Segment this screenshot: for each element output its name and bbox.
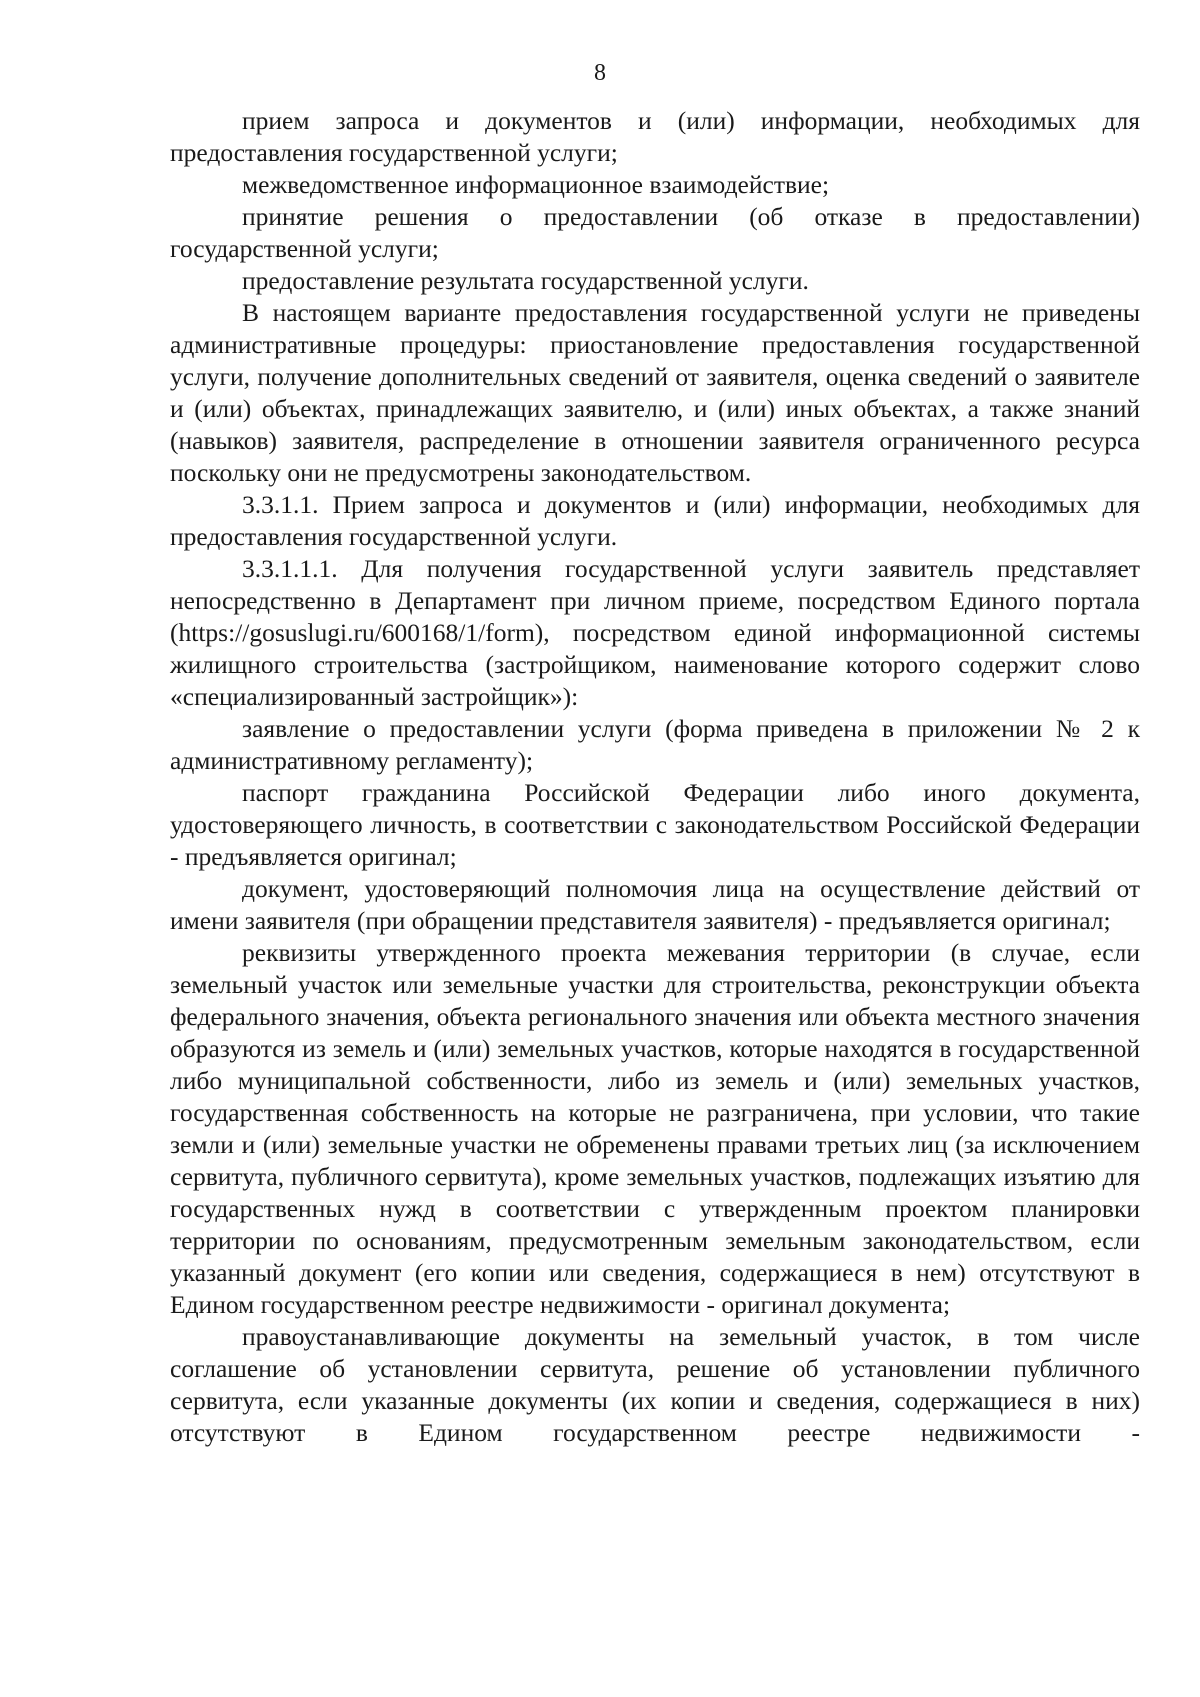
paragraph-excluded-procedures: В настоящем варианте предоставления государственной услуги не приведены административные процедуры: приостановление предоставления государственной услуги, получение дополнительных сведений от заявителя, оценка сведений о заявителе и (или) объектах, принадлежащих заявителю, и (или) иных объектах, а также знаний (навыков) заявителя, распределение в отношении заявителя ограниченного ресурса поскольку они не предусмотрены законодательством. <box>170 298 1140 487</box>
paragraph-procedure-decision: принятие решения о предоставлении (об отказе в предоставлении) государственной услуги; <box>170 202 1140 263</box>
paragraph-survey-project: реквизиты утвержденного проекта межевания территории (в случае, если земельный участок или земельные участки для строительства, реконструкции объекта федерального значения, объекта регионального значения или объекта местного значения образуются из земель и (или) земельных участков, которые находятся в государственной либо муниципальной собственности, либо из земель и (или) земельных участков, государственная собственность на которые не разграничена, при условии, что такие земли и (или) земельные участки не обременены правами третьих лиц (за исключением сервитута, публичного сервитута), кроме земельных участков, подлежащих изъятию для государственных нужд в соответствии с утвержденным проектом планировки территории по основаниям, предусмотренным земельным законодательством, если указанный документ (его копии или сведения, содержащиеся в нем) отсутствуют в Едином государственном реестре недвижимости - оригинал документа; <box>170 938 1140 1319</box>
paragraph-section-3-3-1-1: 3.3.1.1. Прием запроса и документов и (или) информации, необходимых для предоставления государственной услуги. <box>170 490 1140 551</box>
paragraph-section-3-3-1-1-1: 3.3.1.1.1. Для получения государственной услуги заявитель представляет непосредственно в Департамент при личном приеме, посредством Единого портала (https://gosuslugi.ru/600168/1/form), посредством единой информационной системы жилищного строительства (застройщиком, наименование которого содержит слово «специализированный застройщик»): <box>170 554 1140 711</box>
page-number: 8 <box>594 60 606 86</box>
paragraph-application: заявление о предоставлении услуги (форма приведена в приложении № 2 к административному регламенту); <box>170 714 1140 775</box>
paragraph-procedure-result: предоставление результата государственной услуги. <box>242 266 809 295</box>
paragraph-procedure-reception: прием запроса и документов и (или) информации, необходимых для предоставления государственной услуги; <box>170 106 1140 167</box>
paragraph-authority-document: документ, удостоверяющий полномочия лица на осуществление действий от имени заявителя (при обращении представителя заявителя) - предъявляется оригинал; <box>170 874 1140 935</box>
paragraph-passport: паспорт гражданина Российской Федерации либо иного документа, удостоверяющего личность, в соответствии с законодательством Российской Федерации - предъявляется оригинал; <box>170 778 1140 871</box>
paragraph-procedure-interaction: межведомственное информационное взаимодействие; <box>242 170 830 199</box>
paragraph-title-documents: правоустанавливающие документы на земельный участок, в том числе соглашение об установлении сервитута, решение об установлении публичного сервитута, если указанные документы (их копии и сведения, содержащиеся в них) отсутствуют в Едином государственном реестре недвижимости - <box>170 1322 1140 1447</box>
document-body <box>170 105 1140 1449</box>
